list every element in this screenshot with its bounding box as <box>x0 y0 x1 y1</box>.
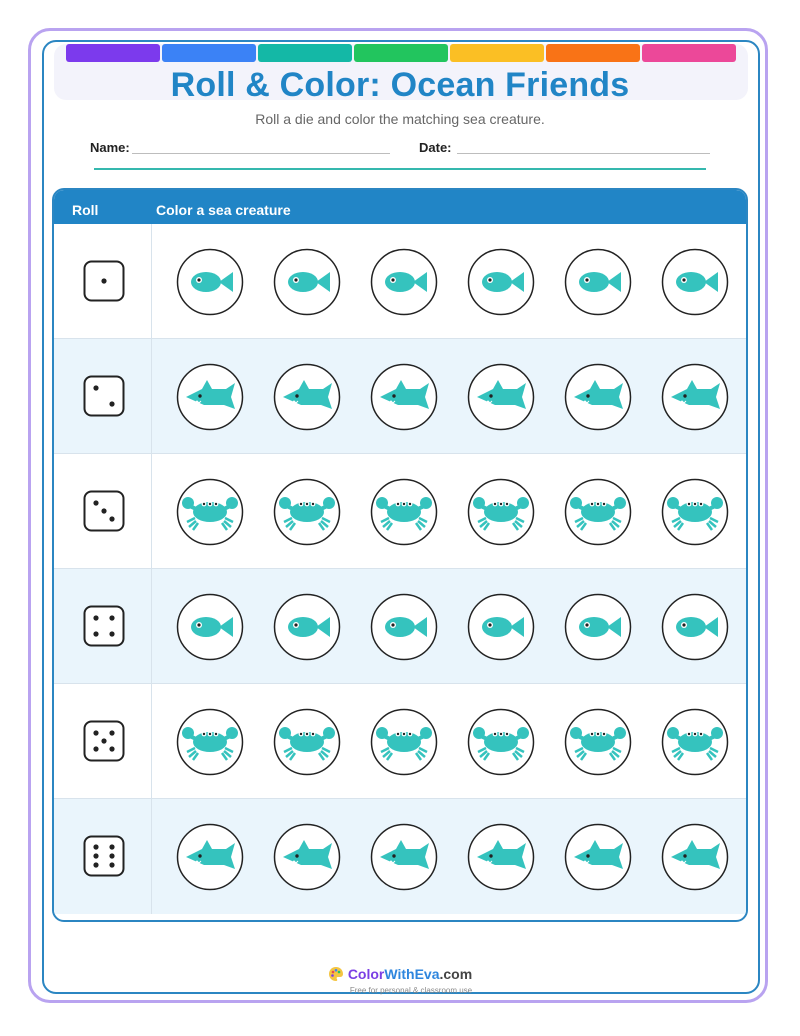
crab-icon[interactable] <box>176 708 244 776</box>
creature-cell <box>152 684 746 798</box>
table-row <box>54 799 746 914</box>
date-label: Date: <box>419 140 452 155</box>
crab-icon[interactable] <box>273 478 341 546</box>
shark-icon[interactable] <box>273 363 341 431</box>
fish-icon[interactable] <box>370 248 438 316</box>
crab-icon[interactable] <box>564 708 632 776</box>
brand-part-com: .com <box>439 966 473 982</box>
stripe-segment <box>66 44 160 62</box>
shark-icon[interactable] <box>176 363 244 431</box>
crab-icon[interactable] <box>467 478 535 546</box>
roll-cell <box>54 339 152 453</box>
roll-cell <box>54 454 152 568</box>
stripe-segment <box>354 44 448 62</box>
stripe-segment <box>642 44 736 62</box>
die-face-1-icon <box>83 260 125 302</box>
fish-icon[interactable] <box>467 248 535 316</box>
table-row <box>54 454 746 569</box>
divider <box>94 168 706 170</box>
crab-icon[interactable] <box>467 708 535 776</box>
brand-part-witheva: WithEva <box>384 966 440 982</box>
roll-table <box>52 188 748 922</box>
creature-cell <box>152 339 746 453</box>
brand-part-color: Color <box>347 966 385 982</box>
page-title: Roll & Color: Ocean Friends <box>170 66 630 104</box>
crab-icon[interactable] <box>661 708 729 776</box>
die-face-3-icon <box>83 490 125 532</box>
table-row <box>54 569 746 684</box>
die-face-6-icon <box>83 835 125 877</box>
stripe-segment <box>162 44 256 62</box>
creature-cell <box>152 224 746 338</box>
roll-cell <box>54 684 152 798</box>
shark-icon[interactable] <box>176 823 244 891</box>
table-body <box>54 224 746 914</box>
header-color: Color a sea creature <box>156 202 291 218</box>
fish-icon[interactable] <box>661 593 729 661</box>
stripe-segment <box>450 44 544 62</box>
rainbow-stripe <box>66 44 736 62</box>
shark-icon[interactable] <box>467 363 535 431</box>
fish-icon[interactable] <box>370 593 438 661</box>
creature-cell <box>152 454 746 568</box>
fish-icon[interactable] <box>564 248 632 316</box>
shark-icon[interactable] <box>273 823 341 891</box>
name-label: Name: <box>90 140 130 155</box>
roll-cell <box>54 799 152 914</box>
shark-icon[interactable] <box>467 823 535 891</box>
shark-icon[interactable] <box>564 823 632 891</box>
fish-icon[interactable] <box>176 593 244 661</box>
die-face-4-icon <box>83 605 125 647</box>
roll-cell <box>54 224 152 338</box>
shark-icon[interactable] <box>564 363 632 431</box>
shark-icon[interactable] <box>661 363 729 431</box>
crab-icon[interactable] <box>564 478 632 546</box>
fish-icon[interactable] <box>564 593 632 661</box>
brand-name <box>0 966 800 985</box>
crab-icon[interactable] <box>661 478 729 546</box>
fish-icon[interactable] <box>467 593 535 661</box>
die-face-5-icon <box>83 720 125 762</box>
fish-icon[interactable] <box>273 248 341 316</box>
crab-icon[interactable] <box>176 478 244 546</box>
crab-icon[interactable] <box>370 478 438 546</box>
table-row <box>54 684 746 799</box>
shark-icon[interactable] <box>370 823 438 891</box>
page-subtitle: Roll a die and color the matching sea creature. <box>255 111 545 127</box>
fish-icon[interactable] <box>176 248 244 316</box>
table-header <box>54 190 746 224</box>
creature-cell <box>152 799 746 914</box>
crab-icon[interactable] <box>370 708 438 776</box>
table-row <box>54 224 746 339</box>
stripe-segment <box>258 44 352 62</box>
creature-cell <box>152 569 746 683</box>
footer-logo <box>0 966 800 995</box>
die-face-2-icon <box>83 375 125 417</box>
roll-cell <box>54 569 152 683</box>
shark-icon[interactable] <box>370 363 438 431</box>
crab-icon[interactable] <box>273 708 341 776</box>
tagline: Free for personal & classroom use <box>349 986 473 995</box>
table-row <box>54 339 746 454</box>
stripe-segment <box>546 44 640 62</box>
date-line[interactable] <box>457 153 710 154</box>
header-roll: Roll <box>72 202 99 218</box>
name-line[interactable] <box>132 153 390 154</box>
palette-icon <box>328 966 344 985</box>
fish-icon[interactable] <box>661 248 729 316</box>
shark-icon[interactable] <box>661 823 729 891</box>
fish-icon[interactable] <box>273 593 341 661</box>
